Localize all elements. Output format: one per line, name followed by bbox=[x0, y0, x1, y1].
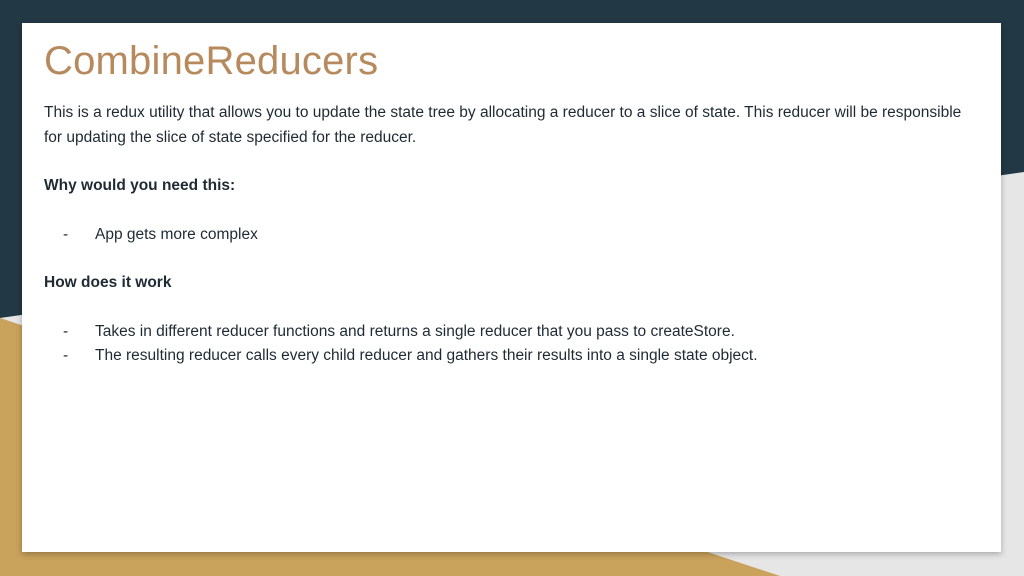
bullet-text: Takes in different reducer functions and returns a single reducer that you pass to createStore. bbox=[95, 322, 735, 340]
slide-card bbox=[22, 23, 1001, 552]
intro-paragraph: This is a redux utility that allows you to update the state tree by allocating a reducer to a slice of state. This reducer will be responsible for updating the slice of state specified for the reducer. bbox=[44, 104, 962, 146]
bullet-marker: - bbox=[63, 347, 69, 364]
why-heading: Why would you need this: bbox=[44, 177, 236, 194]
bullet-marker: - bbox=[63, 225, 69, 243]
bullet-marker: - bbox=[63, 322, 69, 340]
bullet-text: The resulting reducer calls every child reducer and gathers their results into a single state object. bbox=[95, 347, 758, 364]
why-bullet-list bbox=[44, 223, 979, 248]
slide-body bbox=[44, 101, 979, 369]
list-item bbox=[44, 344, 979, 369]
list-item bbox=[44, 223, 979, 248]
bullet-text: App gets more complex bbox=[95, 225, 258, 243]
how-bullet-list bbox=[44, 320, 979, 369]
slide-title: CombineReducers bbox=[44, 39, 379, 83]
how-heading: How does it work bbox=[44, 274, 172, 291]
list-item bbox=[44, 320, 979, 345]
